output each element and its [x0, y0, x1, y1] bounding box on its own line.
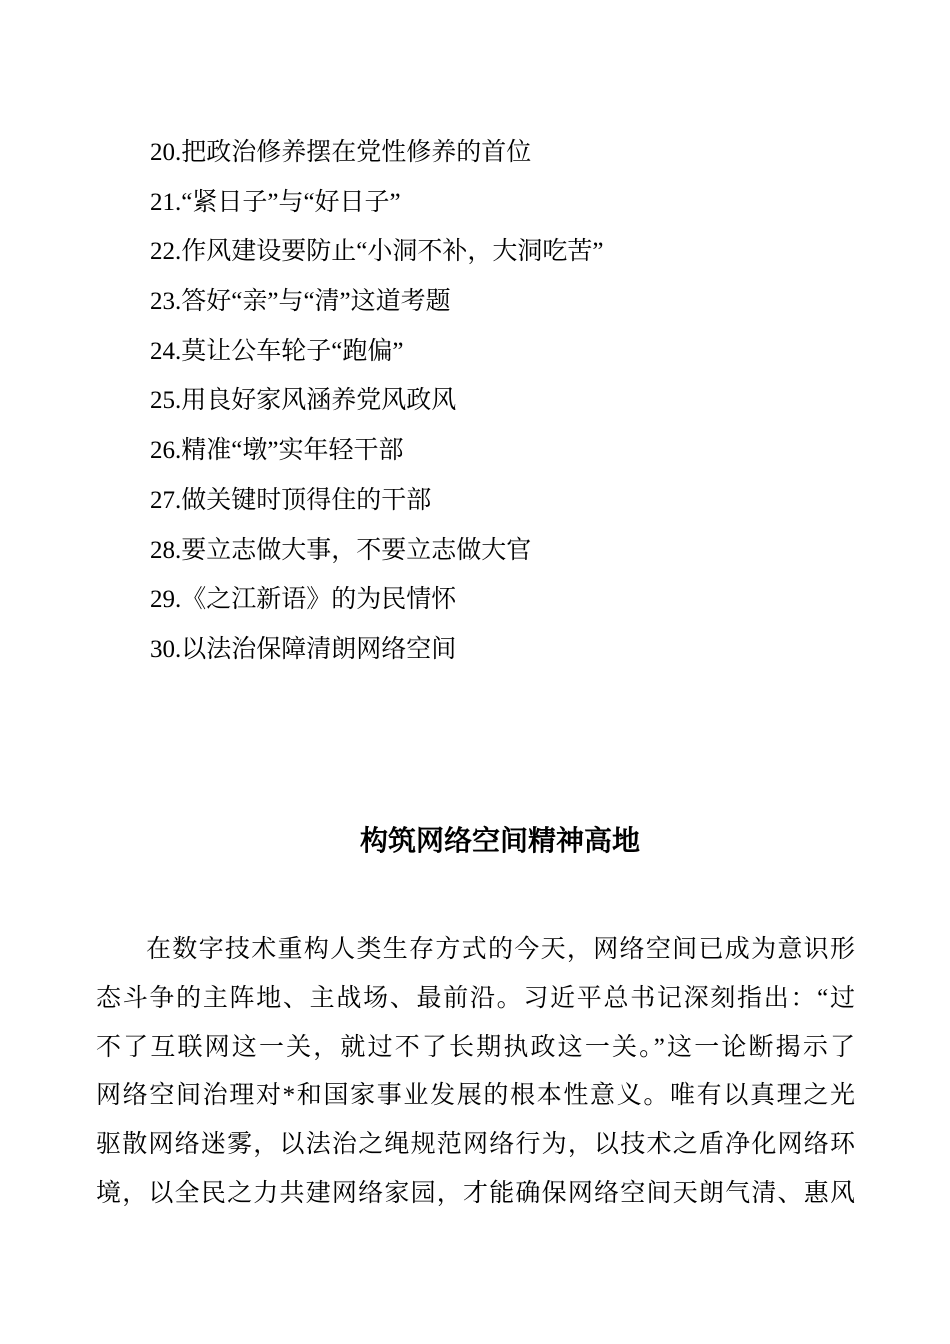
list-item: 29.《之江新语》的为民情怀	[150, 586, 457, 614]
list-item: 27.做关键时顶得住的干部	[150, 486, 432, 514]
list-item: 25.用良好家风涵养党风政风	[150, 387, 457, 415]
list-item: 30.以法治保障清朗网络空间	[150, 635, 457, 663]
numbered-list	[150, 128, 860, 675]
paragraph-line: 网络空间治理对*和国家事业发展的根本性意义。唯有以真理之光	[96, 1082, 855, 1110]
list-item: 24.莫让公车轮子“跑偏”	[150, 337, 404, 365]
paragraph-line: 境，以全民之力共建网络家园，才能确保网络空间天朗气清、惠风	[96, 1179, 855, 1207]
list-item: 28.要立志做大事，不要立志做大官	[150, 536, 532, 564]
paragraph-line: 态斗争的主阵地、主战场、最前沿。习近平总书记深刻指出：“过	[96, 984, 855, 1012]
list-item: 20.把政治修养摆在党性修养的首位	[150, 139, 532, 166]
paragraph-line: 驱散网络迷雾，以法治之绳规范网络行为，以技术之盾净化网络环	[96, 1131, 855, 1159]
paragraph-line: 在数字技术重构人类生存方式的今天，网络空间已成为意识形	[146, 936, 855, 963]
list-item: 21.“紧日子”与“好日子”	[150, 188, 401, 216]
list-item: 22.作风建设要防止“小洞不补，大洞吃苦”	[150, 238, 604, 266]
list-item: 23.答好“亲”与“清”这道考题	[150, 288, 451, 316]
list-item: 26.精准“墩”实年轻干部	[150, 437, 404, 465]
article-title: 构筑网络空间精神高地	[359, 826, 640, 857]
paragraph-line: 不了互联网这一关，就过不了长期执政这一关。”这一论断揭示了	[96, 1033, 855, 1061]
article-body	[96, 926, 855, 1219]
